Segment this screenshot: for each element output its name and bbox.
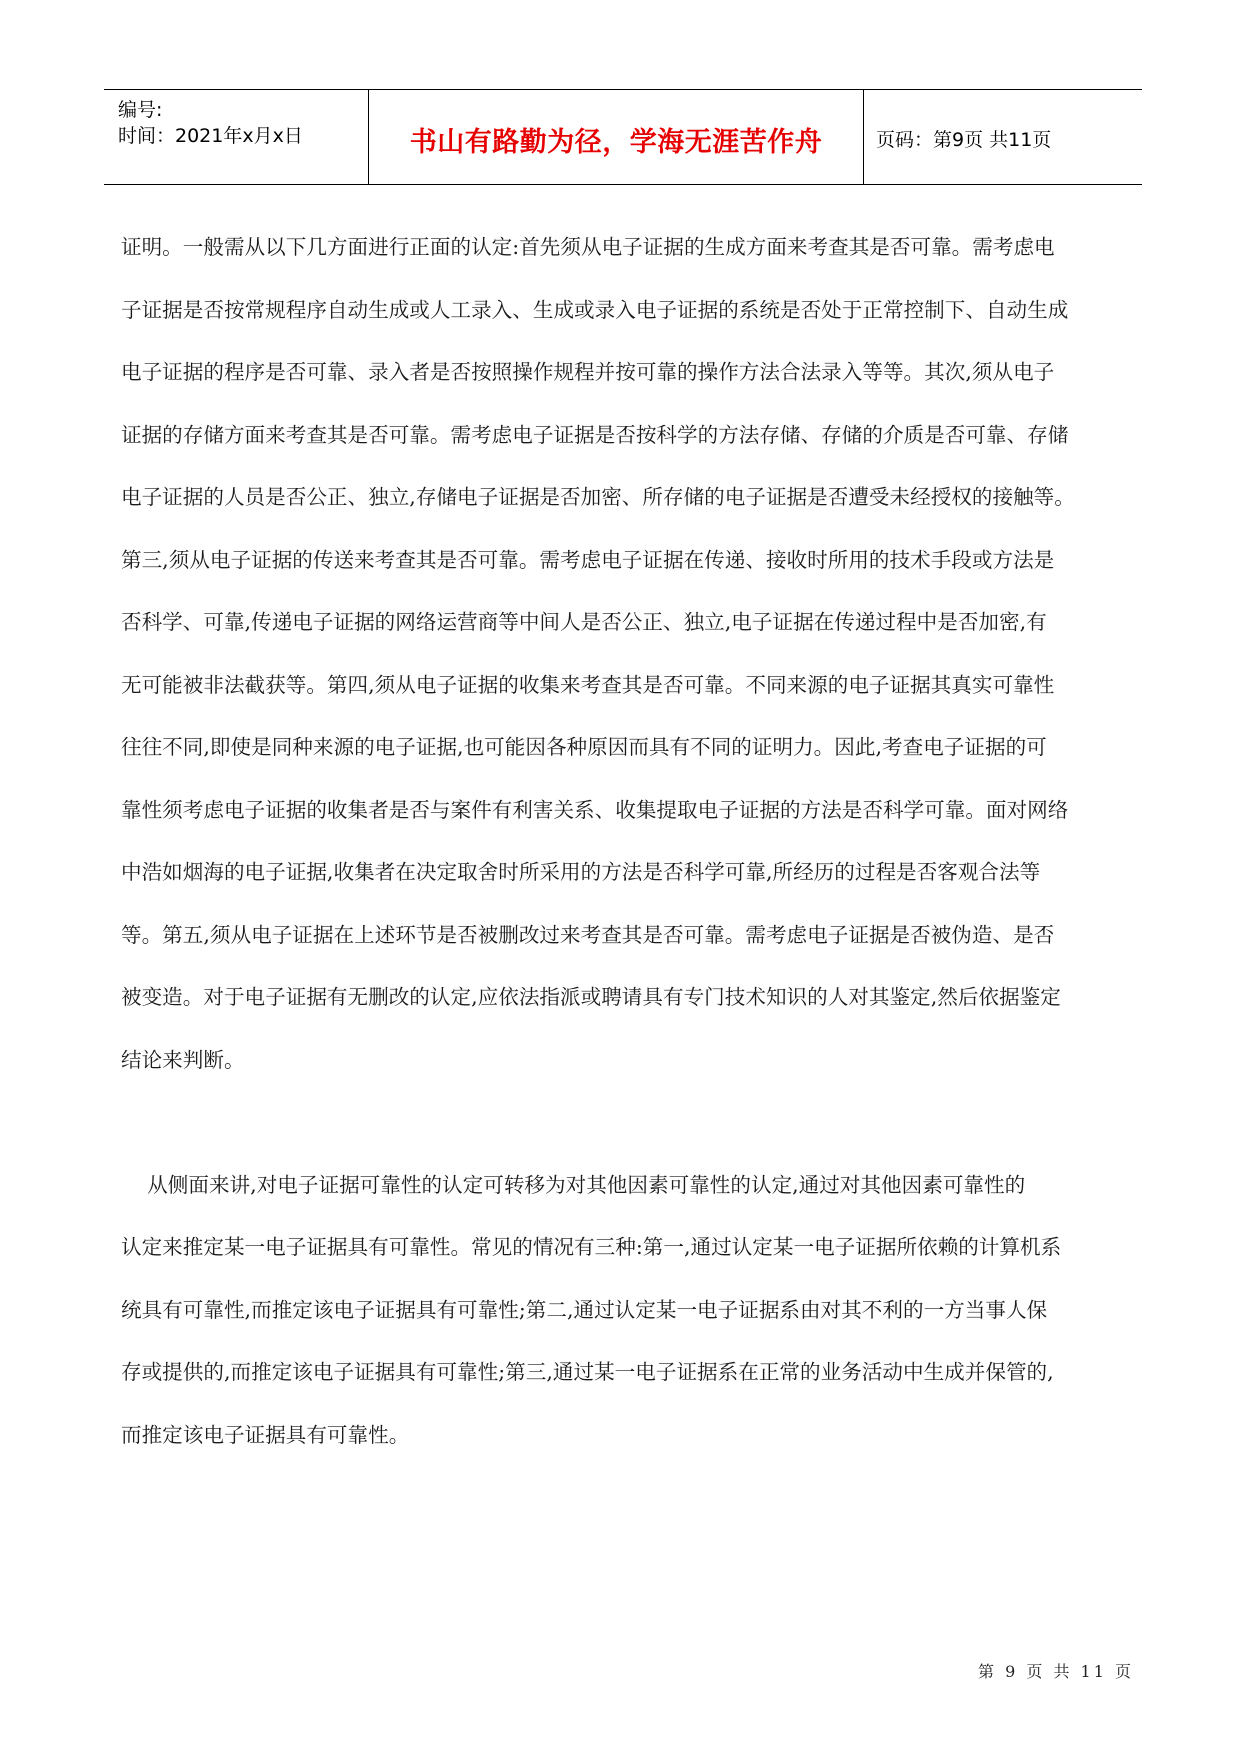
text-line: 统具有可靠性,而推定该电子证据具有可靠性;第二,通过认定某一电子证据系由对其不利的一方当事人保 — [121, 1297, 1048, 1322]
text-line: 无可能被非法截获等。第四,须从电子证据的收集来考查其是否可靠。不同来源的电子证据其真实可靠性 — [121, 672, 1055, 697]
text-line: 等。第五,须从电子证据在上述环节是否被删改过来考查其是否可靠。需考虑电子证据是否被伪造、是否 — [121, 922, 1055, 947]
page-footer: 第 9 页 共 11 页 — [978, 1662, 1134, 1681]
header-table — [104, 89, 1142, 185]
text-line: 从侧面来讲,对电子证据可靠性的认定可转移为对其他因素可靠性的认定,通过对其他因素可靠性的 — [121, 1172, 1026, 1197]
text-line: 存或提供的,而推定该电子证据具有可靠性;第三,通过某一电子证据系在正常的业务活动中生成并保管的, — [121, 1360, 1054, 1384]
text-line: 子证据是否按常规程序自动生成或人工录入、生成或录入电子证据的系统是否处于正常控制下、自动生成 — [121, 297, 1069, 322]
text-line: 结论来判断。 — [121, 1047, 245, 1072]
paragraph-2 — [121, 1170, 1145, 1483]
header-motto-cell — [368, 90, 864, 184]
text-line: 靠性须考虑电子证据的收集者是否与案件有利害关系、收集提取电子证据的方法是否科学可靠。面对网络 — [121, 797, 1069, 822]
document-body — [121, 232, 1145, 1482]
text-line: 否科学、可靠,传递电子证据的网络运营商等中间人是否公正、独立,电子证据在传递过程中是否加密,有 — [121, 610, 1047, 634]
paragraph-gap — [121, 1107, 1145, 1170]
header-page-code: 页码：第9页 共11页 — [876, 129, 1052, 151]
text-line: 证据的存储方面来考查其是否可靠。需考虑电子证据是否按科学的方法存储、存储的介质是否可靠、存储 — [121, 422, 1069, 447]
document-number-label: 编号: — [118, 99, 163, 121]
text-line: 认定来推定某一电子证据具有可靠性。常见的情况有三种:第一,通过认定某一电子证据所依赖的计算机系 — [121, 1235, 1062, 1259]
text-line: 中浩如烟海的电子证据,收集者在决定取舍时所采用的方法是否科学可靠,所经历的过程是否客观合法等 — [121, 860, 1041, 884]
document-time-label: 时间：2021年x月x日 — [118, 125, 303, 147]
text-line: 被变造。对于电子证据有无删改的认定,应依法指派或聘请具有专门技术知识的人对其鉴定,然后依据鉴定 — [121, 985, 1061, 1009]
text-line: 第三,须从电子证据的传送来考查其是否可靠。需考虑电子证据在传递、接收时所用的技术手段或方法是 — [121, 547, 1055, 572]
text-line: 电子证据的人员是否公正、独立,存储电子证据是否加密、所存储的电子证据是否遭受未经授权的接触等。 — [121, 485, 1075, 509]
header-meta-cell — [104, 90, 368, 184]
header-page-cell — [864, 90, 1142, 184]
text-line: 而推定该电子证据具有可靠性。 — [121, 1422, 410, 1447]
text-line: 电子证据的程序是否可靠、录入者是否按照操作规程并按可靠的操作方法合法录入等等。其次,须从电子 — [121, 360, 1055, 384]
paragraph-1 — [121, 232, 1145, 1107]
text-line: 证明。一般需从以下几方面进行正面的认定:首先须从电子证据的生成方面来考查其是否可靠。需考虑电 — [121, 235, 1055, 259]
text-line: 往往不同,即使是同种来源的电子证据,也可能因各种原因而具有不同的证明力。因此,考查电子证据的可 — [121, 735, 1047, 759]
header-motto: 书山有路勤为径，学海无涯苦作舟 — [409, 127, 823, 158]
